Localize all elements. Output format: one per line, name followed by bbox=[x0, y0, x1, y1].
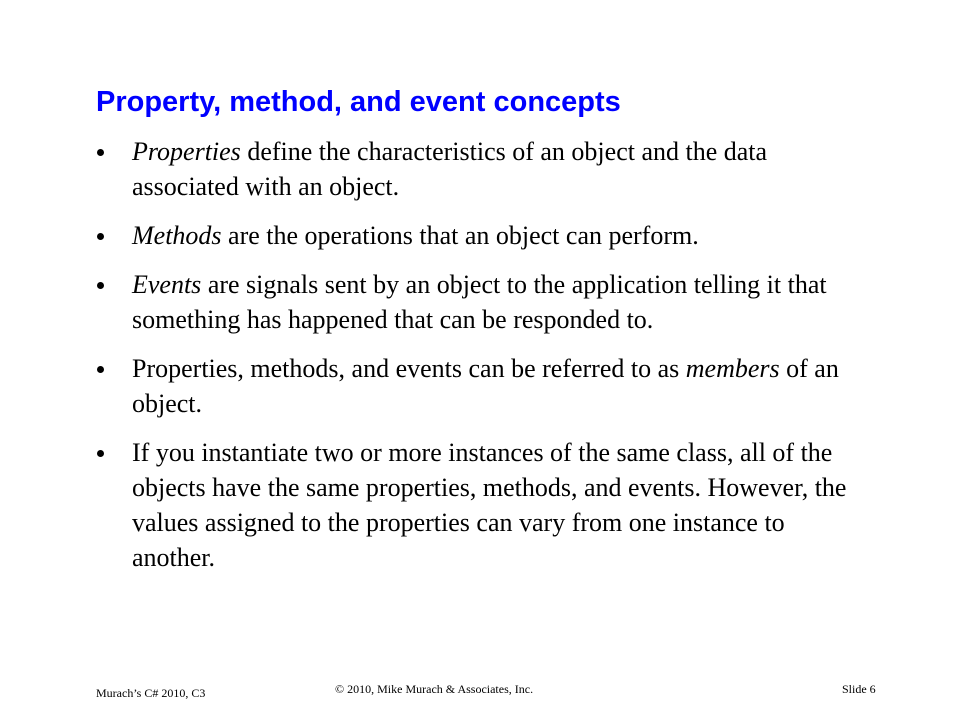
bullet-item bbox=[96, 351, 856, 421]
bullet-dot-icon bbox=[97, 366, 104, 373]
footer-slide-number: Slide 6 bbox=[842, 682, 876, 696]
bullet-item bbox=[96, 267, 856, 337]
bullet-item bbox=[96, 134, 856, 204]
bullet-text: define the characteristics of an object and the data associated with an object. bbox=[132, 137, 768, 201]
bullet-item bbox=[96, 435, 856, 575]
bullet-dot-icon bbox=[97, 282, 104, 289]
slide-title: Property, method, and event concepts bbox=[96, 86, 621, 118]
bullet-text: of an object. bbox=[132, 354, 839, 418]
bullet-text: are signals sent by an object to the application telling it that something has happened that can be responded to. bbox=[132, 270, 827, 334]
bullet-term: members bbox=[685, 354, 780, 383]
footer-copyright: © 2010, Mike Murach & Associates, Inc. bbox=[335, 682, 534, 696]
bullet-term: Events bbox=[132, 270, 202, 299]
bullet-dot-icon bbox=[97, 233, 104, 240]
bullet-text: If you instantiate two or more instances of the same class, all of the objects have the same properties, methods, and events. However, the values assigned to the properties can vary from one instance to another. bbox=[132, 438, 847, 572]
bullet-term: Methods bbox=[132, 221, 222, 250]
bullet-list bbox=[96, 134, 856, 589]
footer-book-title: Murach’s C# 2010, C3 bbox=[96, 686, 206, 700]
bullet-item bbox=[96, 218, 856, 253]
bullet-text: are the operations that an object can perform. bbox=[221, 221, 699, 250]
bullet-dot-icon bbox=[97, 450, 104, 457]
bullet-term: Properties bbox=[132, 137, 241, 166]
bullet-text: Properties, methods, and events can be referred to as bbox=[132, 354, 686, 383]
bullet-dot-icon bbox=[97, 149, 104, 156]
